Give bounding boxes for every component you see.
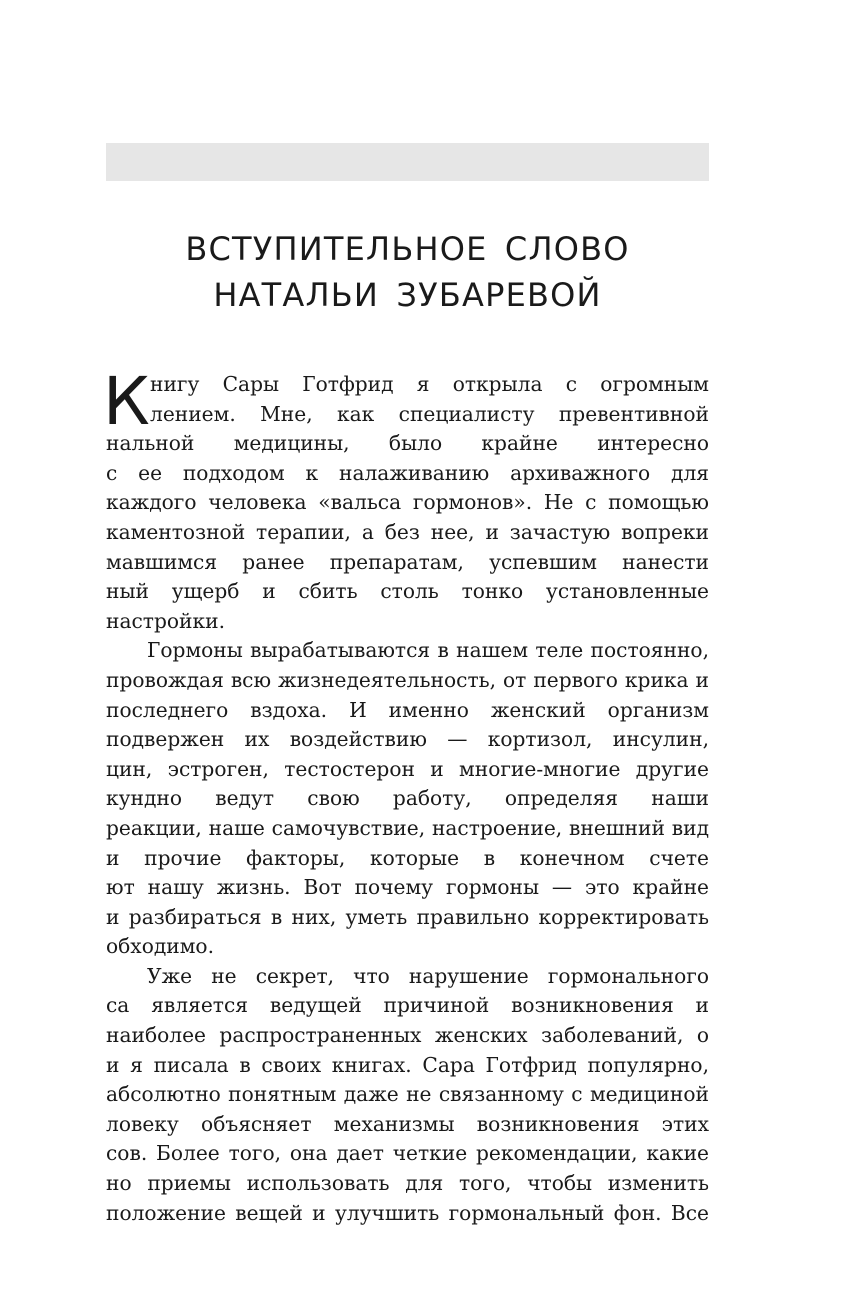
text-line: обходимо. [106,934,215,959]
text-line: лением. Мне, как специалисту превентивной [150,401,709,426]
text-line: но приемы использовать для того, чтобы изменить [106,1171,709,1196]
text-line: ный ущерб и сбить столь тонко установленные [106,579,709,604]
text-line: последнего вздоха. И именно женский организм [106,697,709,722]
text-line: провождая всю жизнедеятельность, от первого крика и [106,667,709,692]
text-line: нигу Сары Готфрид я открыла с огромным [150,372,709,396]
chapter-title-line-1: ВСТУПИТЕЛЬНОЕ СЛОВО [185,230,630,268]
text-line: подвержен их воздействию — кортизол, инсулин, [106,727,709,752]
drop-cap: К [103,363,150,440]
text-line: Гормоны вырабатываются в нашем теле постоянно, [147,638,709,663]
text-line: каментозной терапии, а без нее, и зачастую вопреки [106,519,709,544]
text-line: ют нашу жизнь. Вот почему гормоны — это крайне [106,875,709,900]
body-text [103,363,709,1228]
text-line: нальной медицины, было крайне интересно [106,431,709,456]
text-line: и прочие факторы, которые в конечном счете [106,845,709,870]
text-line: кундно ведут свою работу, определяя наши [106,786,709,811]
chapter-title-line-2: НАТАЛЬИ ЗУБАРЕВОЙ [213,276,602,314]
chapter-title [106,226,709,318]
text-line: абсолютно понятным даже не связанному с медициной [106,1082,709,1107]
text-line: и я писала в своих книгах. Сара Готфрид популярно, [106,1052,709,1077]
text-line: цин, эстроген, тестостерон и многие-многие другие [106,756,709,781]
text-line: наиболее распространенных женских заболеваний, о [106,1023,709,1048]
text-line: сов. Более того, она дает четкие рекомендации, какие [106,1141,709,1166]
text-line: настройки. [106,608,225,633]
text-line: мавшимся ранее препаратам, успевшим нанести [106,549,709,574]
text-line: каждого человека «вальса гормонов». Не с помощью [106,490,709,515]
text-line: са является ведущей причиной возникновения и [106,993,709,1018]
header-band [106,143,709,181]
text-line: Уже не секрет, что нарушение гормонального [147,963,709,988]
text-line: реакции, наше самочувствие, настроение, внешний вид [106,815,709,840]
text-line: с ее подходом к налаживанию архиважного для [106,460,709,485]
text-line: положение вещей и улучшить гормональный фон. Все [106,1200,709,1225]
text-line: и разбираться в них, уметь правильно корректировать [106,904,709,929]
text-line: ловеку объясняет механизмы возникновения этих [106,1111,709,1136]
